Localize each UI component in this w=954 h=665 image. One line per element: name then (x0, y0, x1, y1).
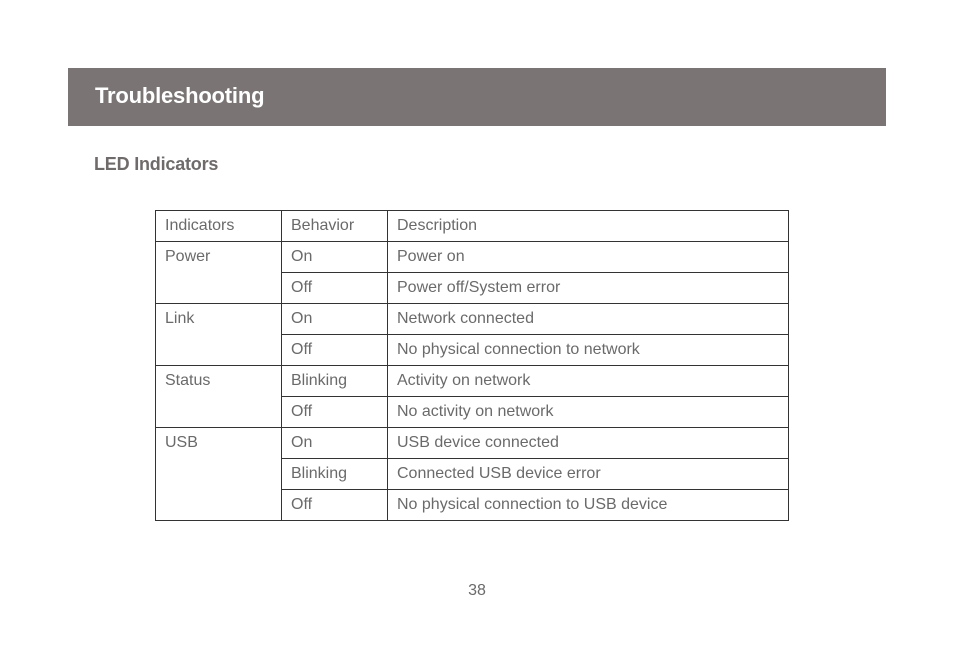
behavior-cell: Off (282, 335, 388, 366)
led-indicator-table (155, 210, 789, 521)
table-row (156, 242, 789, 273)
page-title: Troubleshooting (95, 83, 265, 108)
behavior-cell: On (282, 242, 388, 273)
description-cell: Network connected (388, 304, 789, 335)
section-title: LED Indicators (94, 154, 219, 174)
indicator-cell-link: Link (156, 304, 282, 366)
column-header-description: Description (388, 211, 789, 242)
header-bar (68, 68, 886, 126)
column-header-behavior: Behavior (282, 211, 388, 242)
indicator-cell-power: Power (156, 242, 282, 304)
behavior-cell: Blinking (282, 459, 388, 490)
description-cell: USB device connected (388, 428, 789, 459)
table-row (156, 304, 789, 335)
behavior-cell: Blinking (282, 366, 388, 397)
behavior-cell: Off (282, 490, 388, 521)
table-header-row (156, 211, 789, 242)
behavior-cell: On (282, 304, 388, 335)
column-header-indicators: Indicators (156, 211, 282, 242)
indicator-cell-usb: USB (156, 428, 282, 521)
description-cell: No physical connection to USB device (388, 490, 789, 521)
table-row (156, 366, 789, 397)
description-cell: Connected USB device error (388, 459, 789, 490)
page-number: 38 (468, 582, 486, 599)
description-cell: Power off/System error (388, 273, 789, 304)
indicator-cell-status: Status (156, 366, 282, 428)
description-cell: No activity on network (388, 397, 789, 428)
behavior-cell: Off (282, 397, 388, 428)
description-cell: No physical connection to network (388, 335, 789, 366)
behavior-cell: On (282, 428, 388, 459)
table-row (156, 428, 789, 459)
description-cell: Activity on network (388, 366, 789, 397)
description-cell: Power on (388, 242, 789, 273)
behavior-cell: Off (282, 273, 388, 304)
